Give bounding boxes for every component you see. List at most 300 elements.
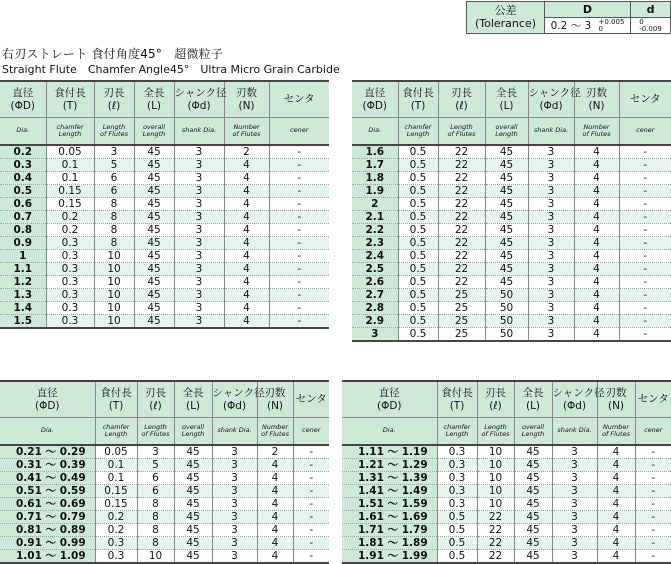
header-text: 食付長: [54, 86, 86, 99]
sub-text: Length: [144, 422, 167, 431]
dia-cell: 2.3: [352, 237, 398, 250]
table-row: [0, 537, 329, 550]
center-cell: -: [293, 472, 329, 485]
center-cell: -: [619, 328, 671, 342]
flute-cell: 10: [94, 315, 134, 329]
col-chamfer-header: [398, 81, 438, 118]
flute-cell: 22: [477, 550, 514, 564]
chamfer-cell: 0.1: [95, 472, 137, 485]
overall-cell: 45: [174, 511, 212, 524]
col-overall-header: [485, 81, 528, 118]
chamfer-cell: 0.5: [437, 550, 477, 564]
table-row: [0, 224, 329, 237]
header-text: 全長: [182, 386, 204, 399]
nflutes-cell: 4: [224, 289, 269, 302]
header-unit: (T): [62, 99, 78, 112]
tolerance-D-upper: +0.005: [598, 17, 625, 26]
header-unit: (L): [146, 99, 162, 112]
nflutes-cell: 4: [257, 498, 293, 511]
flute-cell: 10: [94, 289, 134, 302]
sub-text: of Flutes: [261, 430, 289, 438]
sub-text: of Flutes: [447, 130, 476, 138]
shank-cell: 3: [528, 315, 574, 328]
table-row: [352, 302, 671, 315]
col-flute-sub: [94, 118, 134, 146]
col-chamfer-sub: [437, 418, 477, 446]
chamfer-cell: 0.5: [398, 276, 438, 289]
chamfer-cell: 0.5: [398, 224, 438, 237]
nflutes-cell: 4: [597, 524, 635, 537]
dia-cell: 0.5: [0, 185, 46, 198]
overall-cell: 45: [514, 524, 552, 537]
table-row: [0, 145, 329, 159]
tolerance-col-d: d: [631, 2, 671, 18]
col-overall-header: [134, 81, 174, 118]
overall-cell: 45: [134, 159, 174, 172]
table-row: [342, 472, 671, 485]
table-row: [352, 315, 671, 328]
dia-cell: 0.21 ～ 0.29: [0, 445, 95, 459]
overall-cell: 45: [134, 224, 174, 237]
flute-cell: 22: [438, 263, 485, 276]
chamfer-cell: 0.3: [46, 302, 94, 315]
table-row: [342, 550, 671, 564]
overall-cell: 45: [134, 237, 174, 250]
nflutes-cell: 4: [574, 145, 619, 159]
dia-cell: 0.2: [0, 145, 46, 159]
overall-cell: 45: [174, 537, 212, 550]
flute-cell: 22: [477, 537, 514, 550]
header-text: 刃長: [103, 86, 125, 99]
dia-cell: 1.5: [0, 315, 46, 329]
overall-cell: 45: [485, 145, 528, 159]
flute-cell: 8: [137, 537, 174, 550]
tolerance-d-values: [639, 19, 662, 33]
header-unit: (Φd): [539, 99, 563, 112]
table-row: [352, 263, 671, 276]
center-cell: -: [635, 498, 671, 511]
center-cell: -: [619, 289, 671, 302]
table-row: [0, 550, 329, 564]
overall-cell: 45: [514, 550, 552, 564]
tolerance-d-lower: -0.009: [639, 24, 662, 33]
overall-cell: 45: [174, 445, 212, 459]
table-row: [0, 524, 329, 537]
spec-table-3: [0, 380, 329, 564]
chamfer-cell: 0.5: [437, 537, 477, 550]
chamfer-cell: 0.1: [46, 172, 94, 185]
flute-cell: 22: [477, 524, 514, 537]
header-unit: (ΦD): [34, 399, 60, 412]
chamfer-cell: 0.3: [95, 550, 137, 564]
sub-text: of Flutes: [100, 130, 128, 138]
table-row: [0, 185, 329, 198]
shank-cell: 3: [212, 459, 257, 472]
col-center-header: [635, 381, 671, 418]
chamfer-cell: 0.5: [398, 237, 438, 250]
overall-cell: 45: [134, 302, 174, 315]
flute-cell: 22: [438, 159, 485, 172]
dia-cell: 1.1: [0, 263, 46, 276]
overall-cell: 45: [134, 276, 174, 289]
shank-cell: 3: [552, 524, 597, 537]
tolerance-range: 0.2 ～ 3: [550, 19, 592, 32]
col-center-header: [269, 81, 329, 118]
shank-cell: 3: [212, 524, 257, 537]
table-row: [0, 302, 329, 315]
dia-cell: 1.81 ～ 1.89: [342, 537, 437, 550]
dia-cell: 0.7: [0, 211, 46, 224]
dia-cell: 2.5: [352, 263, 398, 276]
center-cell: -: [635, 511, 671, 524]
tolerance-d-cell: [631, 18, 671, 34]
header-unit: (L): [185, 399, 201, 412]
overall-cell: 45: [174, 524, 212, 537]
header-text: 刃長: [485, 386, 506, 399]
col-chamfer-sub: [398, 118, 438, 146]
sub-text: Length: [495, 130, 518, 138]
spec-table-1: [0, 80, 329, 329]
header-text: センタ: [637, 393, 669, 406]
sub-text: Length: [450, 122, 473, 131]
flute-cell: 10: [477, 485, 514, 498]
shank-cell: 3: [528, 289, 574, 302]
flute-cell: 25: [438, 328, 485, 342]
center-cell: -: [635, 459, 671, 472]
center-cell: -: [269, 302, 329, 315]
sub-text: Length: [102, 122, 126, 131]
sub-text: Number: [261, 422, 289, 431]
header-text: 全長: [522, 386, 544, 399]
col-center-sub: cener: [269, 118, 329, 146]
nflutes-cell: 4: [257, 537, 293, 550]
shank-cell: 3: [212, 550, 257, 564]
shank-cell: 3: [212, 445, 257, 459]
chamfer-cell: 0.5: [437, 511, 477, 524]
flute-cell: 8: [137, 524, 174, 537]
header-row: [0, 381, 329, 418]
sub-text: overall: [181, 422, 205, 431]
flute-cell: 10: [94, 263, 134, 276]
nflutes-cell: 4: [574, 250, 619, 263]
flute-cell: 8: [137, 511, 174, 524]
nflutes-cell: 4: [257, 459, 293, 472]
sub-text: Length: [484, 422, 507, 431]
table-row: [0, 289, 329, 302]
header-unit: (Φd): [222, 399, 247, 412]
header-unit: (T): [108, 399, 124, 412]
dia-cell: 1.91 ～ 1.99: [342, 550, 437, 564]
sub-text: chamfer: [404, 122, 432, 131]
table-row: [342, 485, 671, 498]
overall-cell: 45: [485, 224, 528, 237]
overall-cell: 45: [174, 459, 212, 472]
col-flute-sub: [438, 118, 485, 146]
nflutes-cell: 2: [257, 445, 293, 459]
col-shank-sub: shank Dia.: [552, 418, 597, 446]
center-cell: -: [293, 459, 329, 472]
sub-text: chamfer: [102, 422, 130, 431]
shank-cell: 3: [174, 302, 224, 315]
table-row: [0, 511, 329, 524]
chamfer-cell: 0.05: [95, 445, 137, 459]
tolerance-d-upper: 0: [639, 17, 644, 26]
sub-text: of Flutes: [602, 430, 630, 438]
flute-cell: 3: [137, 445, 174, 459]
header-unit: (Φd): [187, 99, 211, 112]
col-dia-header: [0, 81, 46, 118]
center-cell: -: [269, 159, 329, 172]
spec-table-2: [352, 80, 671, 342]
flute-cell: 6: [94, 185, 134, 198]
table-row: [342, 498, 671, 511]
nflutes-cell: 4: [224, 198, 269, 211]
table-row: [0, 445, 329, 459]
nflutes-cell: 4: [574, 211, 619, 224]
nflutes-cell: 4: [224, 315, 269, 329]
sub-text: of Flutes: [481, 430, 510, 438]
tolerance-table: [466, 1, 671, 34]
sub-text: overall: [142, 122, 166, 131]
col-nflutes-sub: [597, 418, 635, 446]
header-text: シャンク径: [552, 386, 605, 399]
center-cell: -: [635, 485, 671, 498]
shank-cell: 3: [552, 550, 597, 564]
flute-cell: 10: [477, 445, 514, 459]
overall-cell: 50: [485, 315, 528, 328]
col-dia-header: [352, 81, 398, 118]
tolerance-D-cell: [545, 18, 631, 34]
table-row: [342, 524, 671, 537]
col-flute-sub: [477, 418, 514, 446]
table-row: [352, 211, 671, 224]
chamfer-cell: 0.2: [95, 511, 137, 524]
subheader-row: [352, 118, 671, 146]
flute-cell: 22: [438, 224, 485, 237]
shank-cell: 3: [174, 289, 224, 302]
shank-cell: 3: [552, 498, 597, 511]
table-row: [352, 250, 671, 263]
nflutes-cell: 4: [597, 459, 635, 472]
flute-cell: 22: [438, 172, 485, 185]
header-text: 食付長: [402, 86, 434, 99]
section-title-en: Straight Flute Chamfer Angle45° Ultra Micro Grain Carbide: [2, 63, 340, 76]
center-cell: -: [619, 211, 671, 224]
col-flute-header: [438, 81, 485, 118]
center-cell: -: [269, 211, 329, 224]
center-cell: -: [269, 289, 329, 302]
flute-cell: 22: [438, 211, 485, 224]
chamfer-cell: 0.15: [46, 185, 94, 198]
dia-cell: 1.71 ～ 1.79: [342, 524, 437, 537]
dia-cell: 0.9: [0, 237, 46, 250]
subheader-row: [0, 418, 329, 446]
chamfer-cell: 0.2: [46, 211, 94, 224]
header-text: 刃長: [145, 386, 166, 399]
nflutes-cell: 4: [574, 302, 619, 315]
center-cell: -: [619, 302, 671, 315]
flute-cell: 10: [94, 276, 134, 289]
chamfer-cell: 0.1: [95, 459, 137, 472]
overall-cell: 45: [174, 472, 212, 485]
table-row: [352, 276, 671, 289]
overall-cell: 45: [514, 485, 552, 498]
overall-cell: 45: [134, 172, 174, 185]
col-flute-sub: [137, 418, 174, 446]
dia-cell: 2.7: [352, 289, 398, 302]
overall-cell: 45: [485, 250, 528, 263]
center-cell: -: [269, 263, 329, 276]
nflutes-cell: 4: [224, 237, 269, 250]
header-unit: (N): [238, 99, 255, 112]
shank-cell: 3: [212, 537, 257, 550]
dia-cell: 2.2: [352, 224, 398, 237]
header-text: 刃数: [264, 386, 286, 399]
overall-cell: 45: [134, 250, 174, 263]
col-dia-header: [0, 381, 95, 418]
header-text: シャンク径: [212, 386, 265, 399]
shank-cell: 3: [528, 159, 574, 172]
sub-text: Length: [445, 430, 469, 438]
table-row: [352, 237, 671, 250]
sub-text: Length: [181, 430, 205, 438]
dia-cell: 1.3: [0, 289, 46, 302]
center-cell: -: [293, 485, 329, 498]
header-unit: (N): [607, 399, 625, 412]
flute-cell: 22: [477, 511, 514, 524]
chamfer-cell: 0.3: [46, 237, 94, 250]
col-dia-sub: Dia.: [352, 118, 398, 146]
shank-cell: 3: [174, 276, 224, 289]
header-text: センタ: [629, 93, 661, 106]
col-dia-sub: Dia.: [0, 418, 95, 446]
col-overall-sub: [134, 118, 174, 146]
dia-cell: 0.6: [0, 198, 46, 211]
table-row: [0, 485, 329, 498]
overall-cell: 45: [174, 498, 212, 511]
shank-cell: 3: [528, 250, 574, 263]
nflutes-cell: 4: [224, 224, 269, 237]
overall-cell: 45: [514, 511, 552, 524]
shank-cell: 3: [212, 511, 257, 524]
flute-cell: 6: [94, 172, 134, 185]
shank-cell: 3: [528, 328, 574, 342]
col-nflutes-sub: [224, 118, 269, 146]
dia-cell: 0.71 ～ 0.79: [0, 511, 95, 524]
shank-cell: 3: [552, 537, 597, 550]
shank-cell: 3: [212, 472, 257, 485]
overall-cell: 45: [174, 485, 212, 498]
flute-cell: 10: [477, 498, 514, 511]
flute-cell: 8: [94, 224, 134, 237]
center-cell: -: [269, 276, 329, 289]
nflutes-cell: 4: [597, 550, 635, 564]
dia-cell: 0.81 ～ 0.89: [0, 524, 95, 537]
table-row: [352, 185, 671, 198]
shank-cell: 3: [528, 172, 574, 185]
sub-text: of Flutes: [582, 130, 611, 138]
dia-cell: 1.41 ～ 1.49: [342, 485, 437, 498]
col-center-header: [293, 381, 329, 418]
col-nflutes-header: [224, 81, 269, 118]
shank-cell: 3: [528, 145, 574, 159]
center-cell: -: [619, 159, 671, 172]
center-cell: -: [269, 224, 329, 237]
chamfer-cell: 0.5: [398, 159, 438, 172]
nflutes-cell: 4: [597, 498, 635, 511]
header-text: 食付長: [441, 386, 473, 399]
shank-cell: 3: [528, 198, 574, 211]
col-nflutes-sub: [574, 118, 619, 146]
chamfer-cell: 0.3: [437, 498, 477, 511]
header-text: センタ: [283, 93, 315, 106]
header-text: 刃数: [236, 86, 257, 99]
header-text: 直径: [36, 386, 58, 399]
header-unit: (T): [410, 99, 426, 112]
flute-cell: 8: [137, 498, 174, 511]
chamfer-cell: 0.2: [95, 524, 137, 537]
overall-cell: 45: [134, 211, 174, 224]
shank-cell: 3: [174, 250, 224, 263]
dia-cell: 1.4: [0, 302, 46, 315]
dia-cell: 0.41 ～ 0.49: [0, 472, 95, 485]
nflutes-cell: 4: [574, 198, 619, 211]
table-row: [352, 172, 671, 185]
center-cell: -: [635, 537, 671, 550]
col-chamfer-sub: [46, 118, 94, 146]
dia-cell: 0.3: [0, 159, 46, 172]
header-text: 刃長: [451, 86, 472, 99]
center-cell: -: [293, 511, 329, 524]
flute-cell: 6: [137, 485, 174, 498]
sub-text: chamfer: [56, 122, 84, 131]
header-text: 直径: [12, 86, 34, 99]
table-row: [0, 198, 329, 211]
table-row: [0, 472, 329, 485]
center-cell: -: [619, 276, 671, 289]
sub-text: of Flutes: [141, 430, 170, 438]
col-shank-sub: shank Dia.: [174, 118, 224, 146]
col-shank-sub: shank Dia.: [528, 118, 574, 146]
center-cell: -: [269, 145, 329, 159]
table-row: [0, 172, 329, 185]
center-cell: -: [269, 172, 329, 185]
nflutes-cell: 4: [597, 485, 635, 498]
overall-cell: 45: [485, 185, 528, 198]
col-center-sub: cener: [293, 418, 329, 446]
nflutes-cell: 4: [574, 289, 619, 302]
header-row: [342, 381, 671, 418]
nflutes-cell: 4: [597, 445, 635, 459]
center-cell: -: [635, 524, 671, 537]
header-text: シャンク径: [174, 86, 227, 99]
header-unit: (ΦD): [10, 99, 36, 112]
chamfer-cell: 0.5: [398, 185, 438, 198]
table-row: [0, 250, 329, 263]
flute-cell: 25: [438, 302, 485, 315]
table-row: [352, 328, 671, 342]
sub-text: Length: [142, 130, 166, 138]
nflutes-cell: 4: [257, 511, 293, 524]
shank-cell: 3: [174, 237, 224, 250]
dia-cell: 2.6: [352, 276, 398, 289]
table-row: [0, 276, 329, 289]
nflutes-cell: 4: [257, 485, 293, 498]
center-cell: -: [293, 537, 329, 550]
shank-cell: 3: [174, 224, 224, 237]
overall-cell: 45: [134, 185, 174, 198]
col-flute-header: [477, 381, 514, 418]
